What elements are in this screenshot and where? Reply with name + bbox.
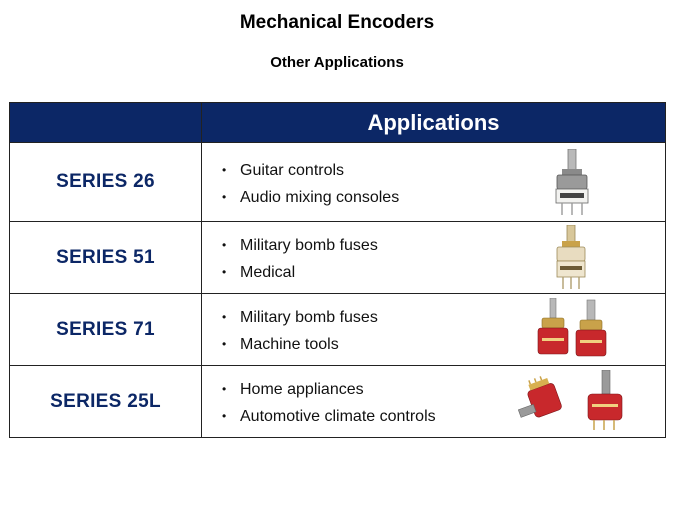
applications-cell [202,143,666,222]
list-item: • Audio mixing consoles [222,189,400,206]
series-label: SERIES 25L [10,366,202,438]
table-header-row [10,103,666,143]
encoder-series-71-image [536,298,612,362]
slide-title: Mechanical Encoders [239,12,435,33]
list-item: • Home appliances [222,381,364,398]
encoder-series-26-image [552,149,592,217]
application-list [222,232,378,286]
encoder-series-51-image [554,225,588,291]
header-applications: Applications [202,103,666,143]
table-row [10,294,666,366]
series-label: SERIES 51 [10,222,202,294]
table-row [10,222,666,294]
series-label: SERIES 71 [10,294,202,366]
list-item: • Automotive climate controls [222,408,436,425]
table-row [10,143,666,222]
list-item: • Guitar controls [222,162,345,179]
application-list [222,157,399,211]
encoder-series-25l-image [518,370,628,434]
applications-cell [202,294,666,366]
list-item: • Medical [222,264,296,281]
application-list [222,376,436,430]
applications-cell [202,366,666,438]
series-label: SERIES 26 [10,143,202,222]
list-item: • Machine tools [222,336,339,353]
applications-cell [202,222,666,294]
list-item: • Military bomb fuses [222,237,378,254]
table-row [10,366,666,438]
list-item: • Military bomb fuses [222,309,378,326]
applications-table [9,102,666,438]
slide-subtitle: Other Applications [270,54,404,71]
application-list [222,304,378,358]
header-blank-cell [10,103,202,143]
